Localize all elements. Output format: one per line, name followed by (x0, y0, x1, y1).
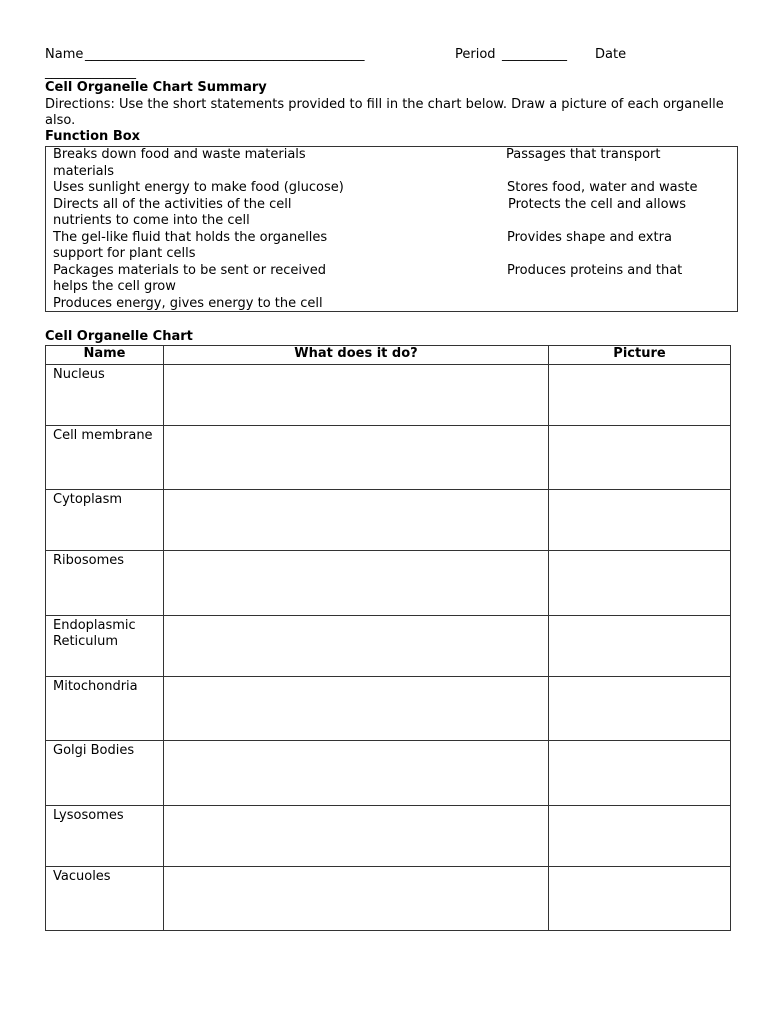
function-line: Breaks down food and waste materials (53, 147, 306, 162)
picture-cell[interactable] (549, 867, 731, 931)
picture-cell[interactable] (549, 806, 731, 867)
table-row (46, 677, 731, 741)
function-cell[interactable] (164, 490, 549, 551)
function-cell[interactable] (164, 867, 549, 931)
date-label: Date (595, 47, 627, 62)
header-name: Name (46, 346, 164, 365)
picture-cell[interactable] (549, 677, 731, 741)
function-line: helps the cell grow (53, 279, 176, 294)
picture-cell[interactable] (549, 490, 731, 551)
picture-cell[interactable] (549, 741, 731, 806)
function-cell[interactable] (164, 677, 549, 741)
picture-cell[interactable] (549, 365, 731, 426)
function-cell[interactable] (164, 806, 549, 867)
function-line: Packages materials to be sent or received (53, 262, 326, 278)
chart-title: Cell Organelle Chart (45, 329, 193, 344)
name-label: Name (45, 47, 84, 62)
table-row (46, 426, 731, 490)
function-line-right: Protects the cell and allows (508, 196, 686, 212)
function-box-title: Function Box (45, 129, 141, 144)
function-cell[interactable] (164, 741, 549, 806)
table-row (46, 551, 731, 616)
function-cell[interactable] (164, 551, 549, 616)
organelle-name: Lysosomes (46, 806, 164, 867)
function-line: The gel-like fluid that holds the organelles (53, 229, 328, 245)
name-blank[interactable]: ___________________________________________ (85, 47, 365, 62)
picture-cell[interactable] (549, 616, 731, 677)
page-title: Cell Organelle Chart Summary (45, 80, 267, 95)
function-line-right: Passages that transport (506, 147, 661, 162)
table-row (46, 365, 731, 426)
function-cell[interactable] (164, 426, 549, 490)
picture-cell[interactable] (549, 551, 731, 616)
organelle-name: Ribosomes (46, 551, 164, 616)
header-function: What does it do? (164, 346, 549, 365)
function-line: support for plant cells (53, 246, 196, 261)
organelle-name: Cytoplasm (46, 490, 164, 551)
function-line-right: Produces proteins and that (507, 262, 683, 278)
period-label: Period (455, 47, 496, 62)
organelle-name: Golgi Bodies (46, 741, 164, 806)
function-line: materials (53, 163, 115, 179)
period-blank[interactable]: __________ (502, 47, 567, 62)
table-row (46, 741, 731, 806)
function-line-right: Stores food, water and waste (507, 180, 698, 195)
function-line-right: Provides shape and extra (507, 229, 672, 245)
table-row (46, 806, 731, 867)
function-line: nutrients to come into the cell (53, 213, 250, 228)
table-row (46, 616, 731, 677)
organelle-name: Vacuoles (46, 867, 164, 931)
function-line: Uses sunlight energy to make food (glucose) (53, 180, 344, 195)
function-line: Directs all of the activities of the cell (53, 196, 292, 212)
directions: Directions: Use the short statements provided to fill in the chart below. Draw a picture of each organelle also. (45, 97, 724, 128)
function-cell[interactable] (164, 616, 549, 677)
organelle-name: Cell membrane (46, 426, 164, 490)
date-blank[interactable]: ______________ (45, 65, 136, 80)
table-row (46, 490, 731, 551)
table-row (46, 867, 731, 931)
function-line: Produces energy, gives energy to the cell (53, 295, 323, 311)
picture-cell[interactable] (549, 426, 731, 490)
organelle-chart (45, 345, 731, 931)
function-box (45, 146, 738, 312)
chart-header-row (46, 346, 731, 365)
header-picture: Picture (549, 346, 731, 365)
organelle-name: Nucleus (46, 365, 164, 426)
organelle-name: Endoplasmic Reticulum (46, 616, 164, 677)
organelle-name: Mitochondria (46, 677, 164, 741)
function-cell[interactable] (164, 365, 549, 426)
